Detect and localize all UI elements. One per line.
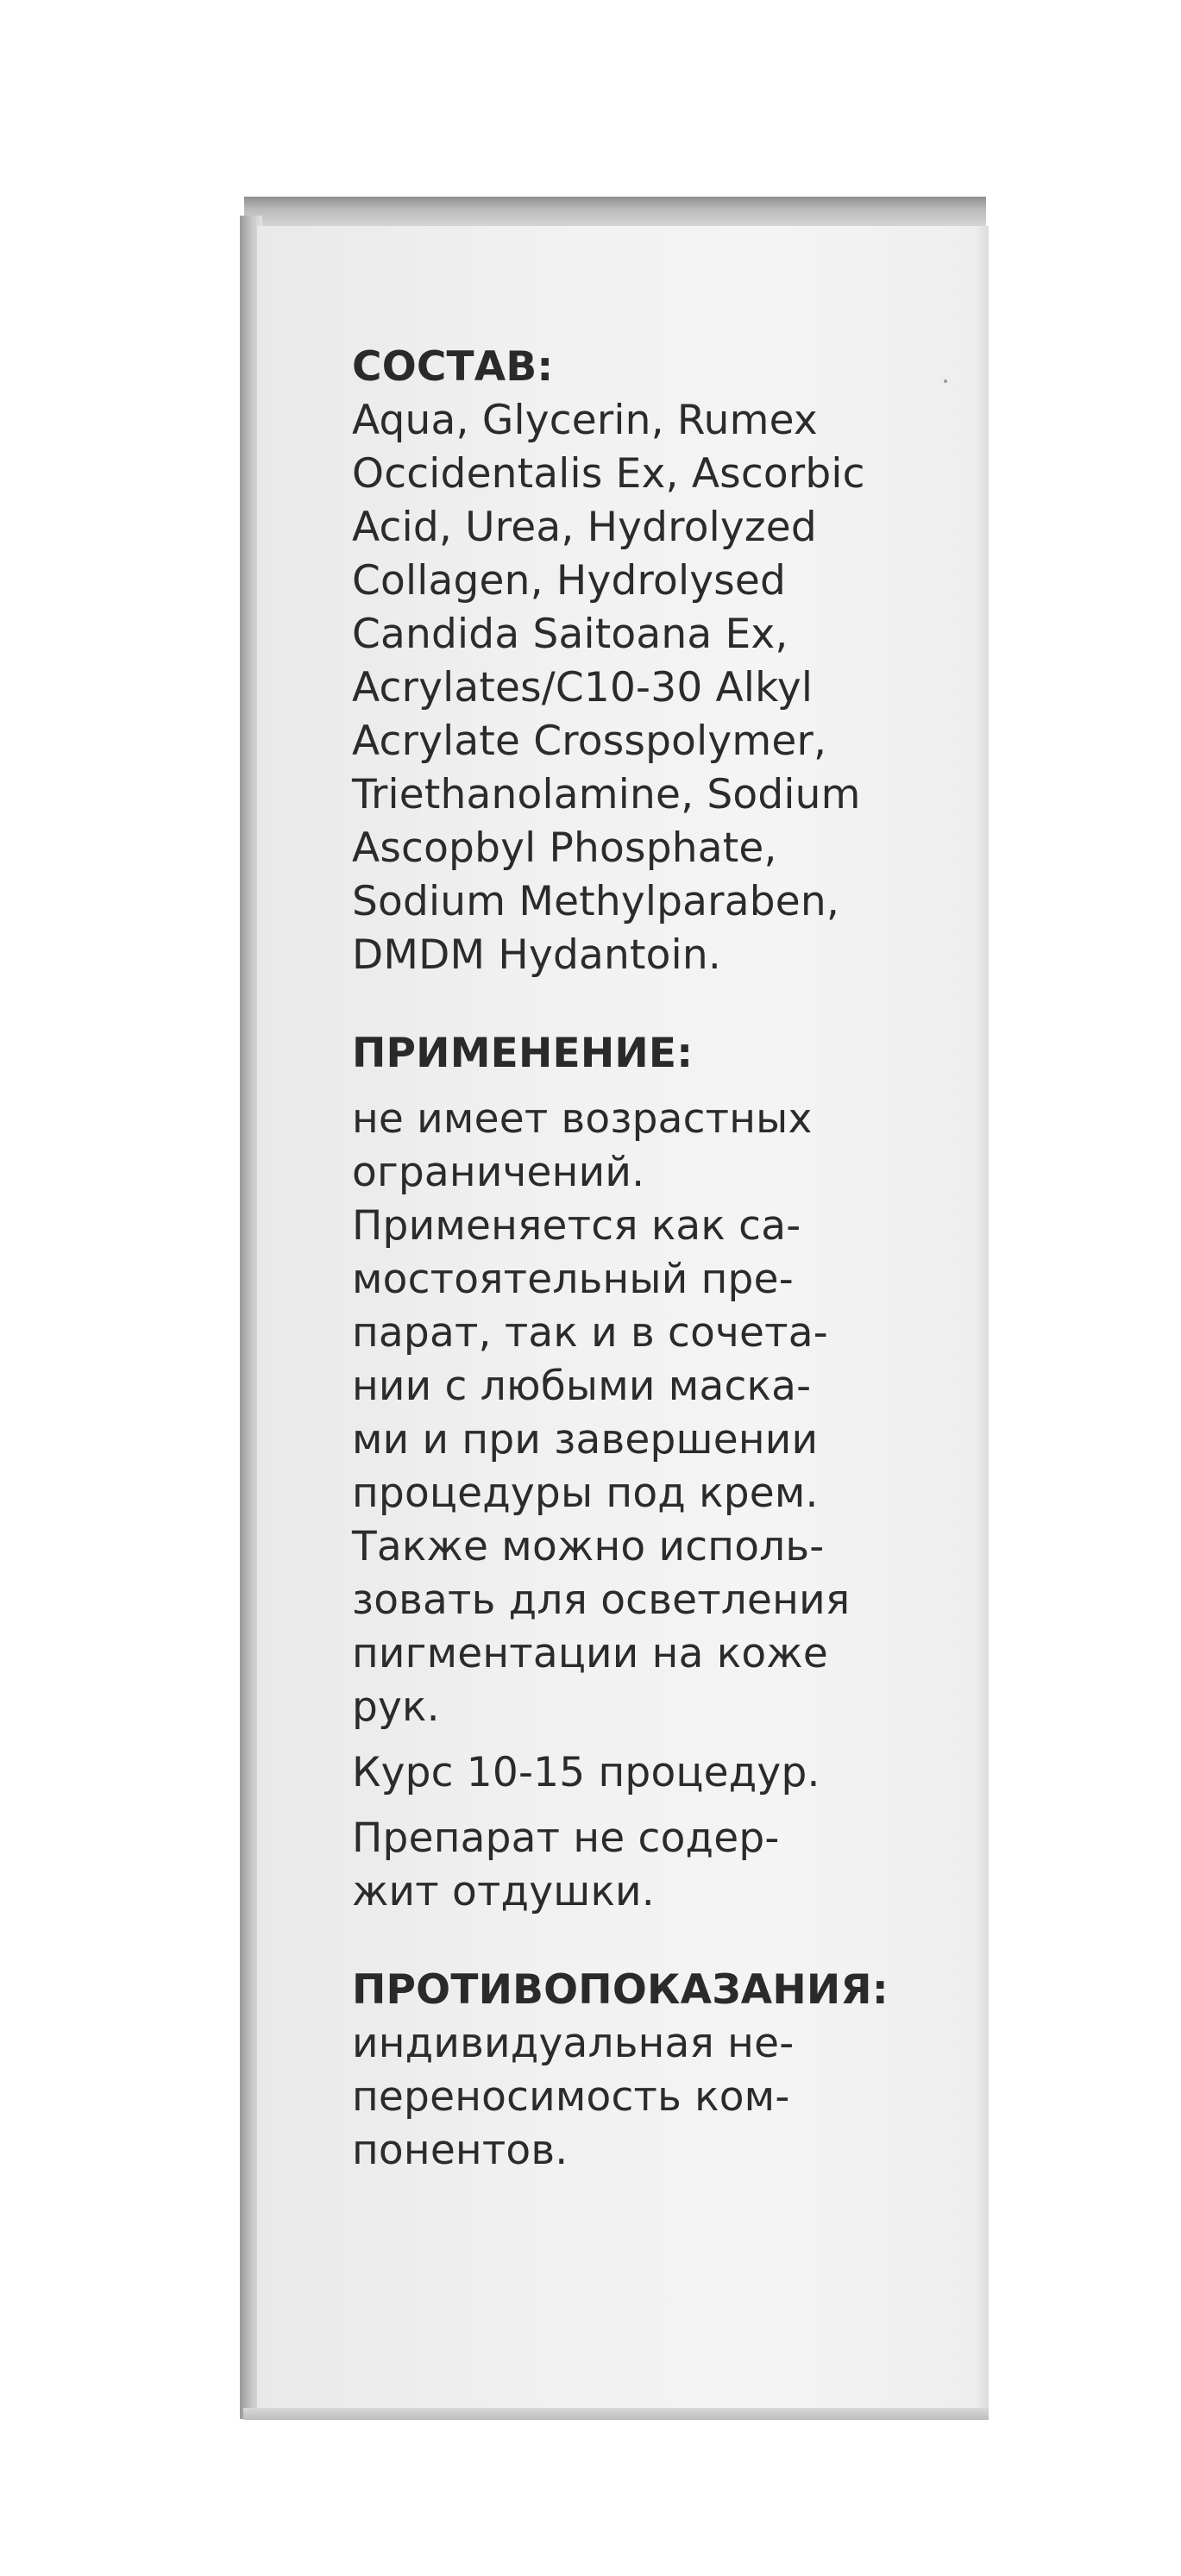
fragrance-note-line: Препарат не содер- [352,1814,780,1862]
usage-line: пигментации на коже [352,1630,828,1677]
usage-line: мостоятельный пре- [352,1256,794,1303]
contraindications-line: переносимость ком- [352,2073,790,2121]
fragrance-note-line: жит отдушки. [352,1868,655,1915]
contraindications-line: индивидуальная не- [352,2020,795,2067]
composition-line: Triethanolamine, Sodium [352,771,861,818]
composition-line: Acid, Urea, Hydrolyzed [352,504,817,551]
section-spacer [352,1919,921,1964]
composition-heading: СОСТАВ: [352,343,554,391]
composition-line: Aqua, Glycerin, Rumex [352,397,818,444]
composition-line: Ascopbyl Phosphate, [352,824,777,872]
contraindications-heading: ПРОТИВОПОКАЗАНИЯ: [352,1966,889,2014]
usage-line: Применяется как са- [352,1202,801,1250]
usage-line: Также можно исполь- [352,1523,825,1570]
paragraph-spacer [352,1734,921,1746]
box-bottom-edge [243,2408,989,2420]
composition-line: Acrylates/C10-30 Alkyl [352,664,814,711]
contraindications-line: понентов. [352,2127,569,2174]
composition-line: Collagen, Hydrolysed [352,557,787,605]
usage-line: ограничений. [352,1149,645,1196]
composition-line: Sodium Methylparaben, [352,878,839,925]
usage-line: ми и при завершении [352,1416,819,1463]
package-text [352,341,921,2178]
usage-line: процедуры под крем. [352,1470,819,1517]
usage-line: зовать для осветления [352,1576,851,1624]
usage-line: нии с любыми маска- [352,1363,812,1410]
paragraph-spacer [352,1800,921,1812]
box-right-edge [977,226,989,2412]
composition-line: DMDM Hydantoin. [352,931,721,979]
composition-line: Candida Saitoana Ex, [352,611,788,658]
heading-spacer [352,1081,921,1093]
usage-line: парат, так и в сочета- [352,1309,828,1357]
composition-line: Acrylate Crosspolymer, [352,718,827,765]
course-line: Курс 10-15 процедур. [352,1749,820,1796]
surface-speck [944,379,947,383]
composition-line: Occidentalis Ex, Ascorbic [352,450,865,498]
usage-heading: ПРИМЕНЕНИЕ: [352,1030,694,1077]
usage-line: рук. [352,1683,440,1731]
section-spacer [352,982,921,1027]
usage-line: не имеет возрастных [352,1095,813,1143]
